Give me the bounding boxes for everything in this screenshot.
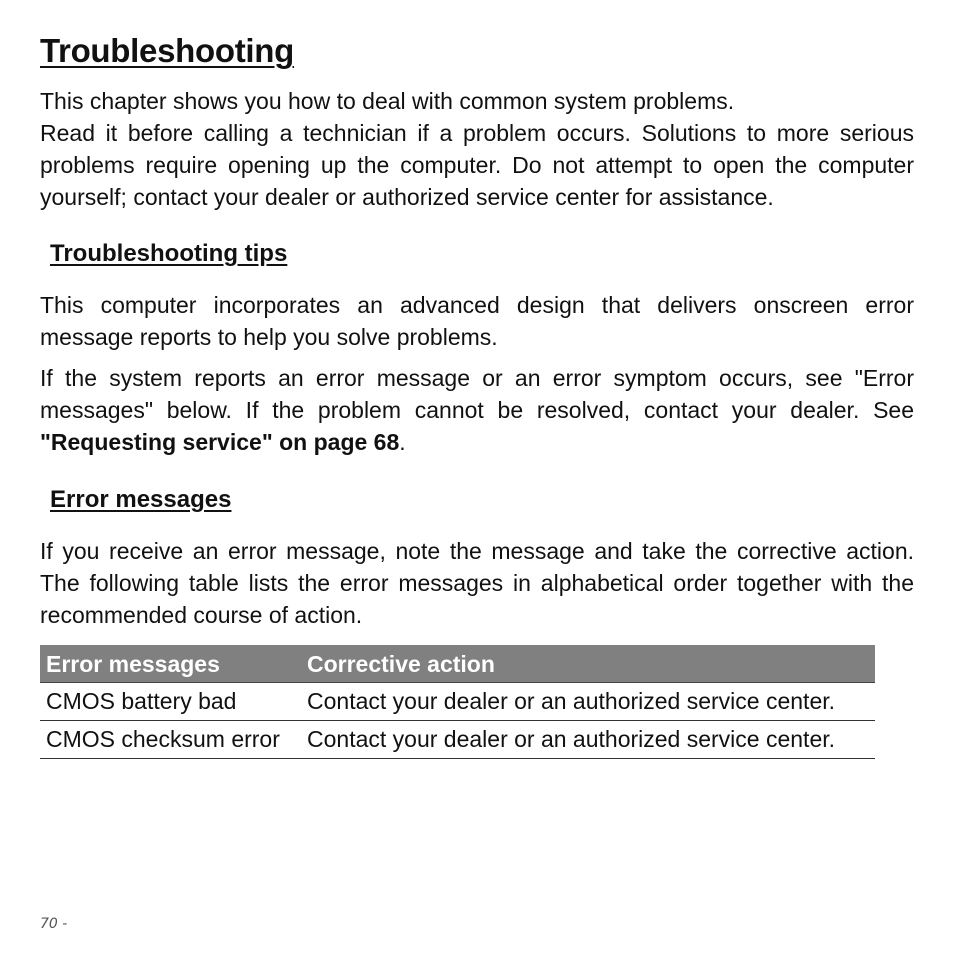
table-cell-action: Contact your dealer or an authorized service center.: [301, 721, 875, 759]
intro-line: This chapter shows you how to deal with common system problems.: [40, 88, 735, 114]
tips-paragraph-2-end: .: [399, 429, 406, 455]
table-row: [40, 683, 875, 721]
error-messages-table: [40, 645, 875, 759]
table-cell-error: CMOS checksum error: [40, 721, 301, 759]
table-cell-action: Contact your dealer or an authorized service center.: [301, 683, 875, 721]
table-header-row: [40, 645, 875, 683]
table-cell-error: CMOS battery bad: [40, 683, 301, 721]
table-header-corrective-action: Corrective action: [301, 645, 875, 683]
errors-paragraph: If you receive an error message, note the message and take the corrective action. The following table lists the error messages in alphabetical order together with the recommended course of action.: [40, 538, 914, 628]
document-page: [40, 30, 914, 759]
tips-paragraph-1: This computer incorporates an advanced design that delivers onscreen error message reports to help you solve problems.: [40, 292, 914, 350]
section-heading-tips: Troubleshooting tips: [50, 240, 288, 267]
tips-paragraph-2: [40, 362, 914, 458]
requesting-service-link[interactable]: "Requesting service" on page 68: [40, 429, 400, 455]
intro-paragraph: Read it before calling a technician if a problem occurs. Solutions to more serious problems require opening up the computer. Do not attempt to open the computer yourself; contact your dealer or authorized service center for assistance.: [40, 120, 914, 210]
table-row: [40, 721, 875, 759]
page-number: 70 -: [40, 916, 68, 932]
table-header-error-messages: Error messages: [40, 645, 301, 683]
page-title: Troubleshooting: [40, 32, 294, 69]
section-heading-errors: Error messages: [50, 486, 232, 513]
tips-paragraph-2-text: If the system reports an error message or an error symptom occurs, see "Error messages" below. If the problem cannot be resolved, contact your dealer. See: [40, 365, 914, 423]
